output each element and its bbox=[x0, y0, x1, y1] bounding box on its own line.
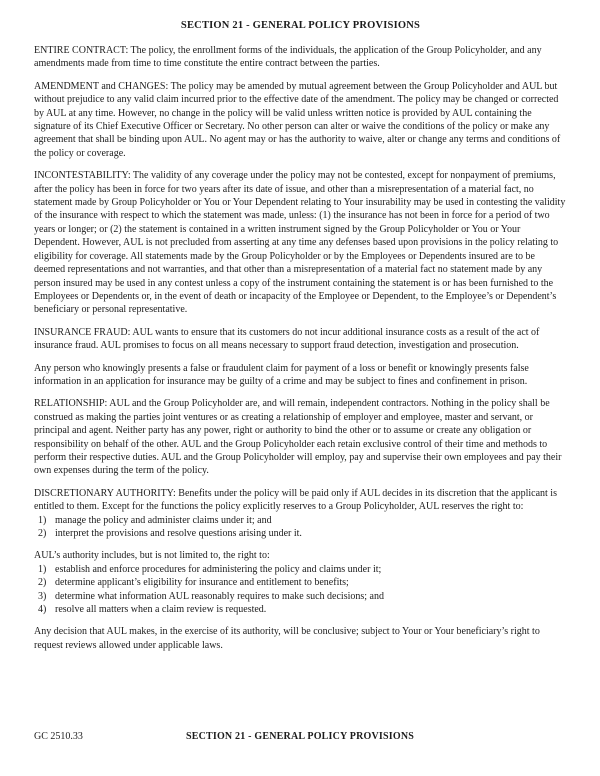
list-item bbox=[34, 563, 567, 576]
list-item-text: establish and enforce procedures for administering the policy and claims under it; bbox=[55, 563, 382, 575]
list-item-number: 2) bbox=[38, 528, 47, 539]
paragraph-relationship: RELATIONSHIP: AUL and the Group Policyholder are, and will remain, independent contractors. Nothing in the policy shall be construed as making the parties joint ventures or as creating a relationship of employer and employee, master and servant, or principal and agent. Neither party has any power, right or authority to bind the other or to assume or create any obligation or responsibility on behalf of the other. AUL and the Group Policyholder each retain exclusive control of their time and methods to perform their respective duties. AUL and the Group Policyholder will employ, pay and supervise their own employees and pay their own expenses during the term of the policy. bbox=[34, 398, 562, 477]
document-body bbox=[34, 44, 567, 652]
page-footer bbox=[0, 731, 600, 746]
list-item bbox=[34, 590, 567, 603]
paragraph-decision-conclusive: Any decision that AUL makes, in the exercise of its authority, will be conclusive; subject to Your or Your beneficiary’s right to request reviews allowed under applicable laws. bbox=[34, 626, 540, 651]
list-item-number: 1) bbox=[38, 514, 47, 526]
list-item-text: determine applicant’s eligibility for insurance and entitlement to benefits; bbox=[55, 577, 349, 589]
discretionary-rights-list bbox=[34, 514, 567, 541]
list-item-number: 2) bbox=[38, 577, 47, 589]
list-item bbox=[34, 514, 567, 527]
list-item bbox=[34, 603, 567, 616]
page-title: SECTION 21 - GENERAL POLICY PROVISIONS bbox=[180, 20, 421, 31]
list-item bbox=[34, 527, 567, 540]
paragraph-incontestability: INCONTESTABILITY: The validity of any coverage under the policy may not be contested, except for nonpayment of premiums, after the policy has been in force for two years after its date of issue, and other than a misrepresentation of a material fact, no statement made by Group Policyholder or You or Your Dependent relating to Your insurability may be used in contesting the validity of the insurance with respect to which the statement was made, unless: (1) the insurance has not been in force for a period of two years or longer; or (2) the statement is contained in a written instrument signed by the Group Policyholder or You or Your Dependent. However, AUL is not precluded from asserting at any time any defenses based upon provisions in the policy relating to eligibility for coverage. All statements made by the Group Policyholder or by the Employees or Dependents insured are to be deemed representations and not warranties, and that other than a misrepresentation of a material fact no statement made by any person insured may be used in any contest unless a copy of the instrument containing the statement is or has been furnished to the Employees or Dependents or, in the event of death or incapacity of the Employee or Dependent, to the Employee’s or Dependent’s beneficiary or personal representative. bbox=[34, 170, 566, 316]
document-form-code: GC 2510.33 bbox=[34, 731, 83, 742]
list-item bbox=[34, 576, 567, 589]
paragraph-entire-contract: ENTIRE CONTRACT: The policy, the enrollment forms of the individuals, the application of the Group Policyholder, and any amendments made from time to time constitute the entire contract between the parties. bbox=[34, 45, 542, 70]
list-item-text: resolve all matters when a claim review is requested. bbox=[55, 604, 267, 616]
list-item-number: 1) bbox=[38, 563, 47, 575]
list-item-text: manage the policy and administer claims under it; and bbox=[55, 514, 272, 526]
paragraph-aul-authority-intro: AUL’s authority includes, but is not limited to, the right to: bbox=[34, 550, 270, 562]
paragraph-amendment-and-changes: AMENDMENT and CHANGES: The policy may be amended by mutual agreement between the Group Policyholder and AUL but without prejudice to any valid claim incurred prior to the effective date of the amendment. The policy may be changed or corrected by AUL at any time. However, no change in the policy will be valid unless written notice is provided by AUL containing the signature of its Chief Executive Officer or Secretary. No other person can alter or waive the conditions of the policy or make any agreement that shall be binding upon AUL. No agent may or has the authority to waive, alter or change any terms and conditions of the policy or coverage. bbox=[34, 80, 561, 159]
list-item-text: interpret the provisions and resolve questions arising under it. bbox=[55, 528, 302, 539]
paragraph-discretionary-authority: DISCRETIONARY AUTHORITY: Benefits under the policy will be paid only if AUL decides in its discretion that the applicant is entitled to them. Except for the functions the policy explicitly reserves to a Group Policyholder, AUL reserves the right to: bbox=[34, 487, 557, 513]
paragraph-fraud-warning: Any person who knowingly presents a false or fraudulent claim for payment of a loss or benefit or knowingly presents false information in an application for insurance may be guilty of a crime and may be subject to fines and confinement in prison. bbox=[34, 362, 529, 387]
aul-authority-rights-list bbox=[34, 563, 567, 617]
list-item-number: 4) bbox=[38, 604, 47, 616]
list-item-number: 3) bbox=[38, 590, 47, 602]
paragraph-insurance-fraud: INSURANCE FRAUD: AUL wants to ensure that its customers do not incur additional insurance costs as a result of the act of insurance fraud. AUL promises to focus on all means necessary to support fraud detection, investigation and prosecution. bbox=[34, 326, 540, 352]
list-item-text: determine what information AUL reasonably requires to make such decisions; and bbox=[55, 590, 384, 602]
footer-section-title: SECTION 21 - GENERAL POLICY PROVISIONS bbox=[185, 731, 415, 742]
